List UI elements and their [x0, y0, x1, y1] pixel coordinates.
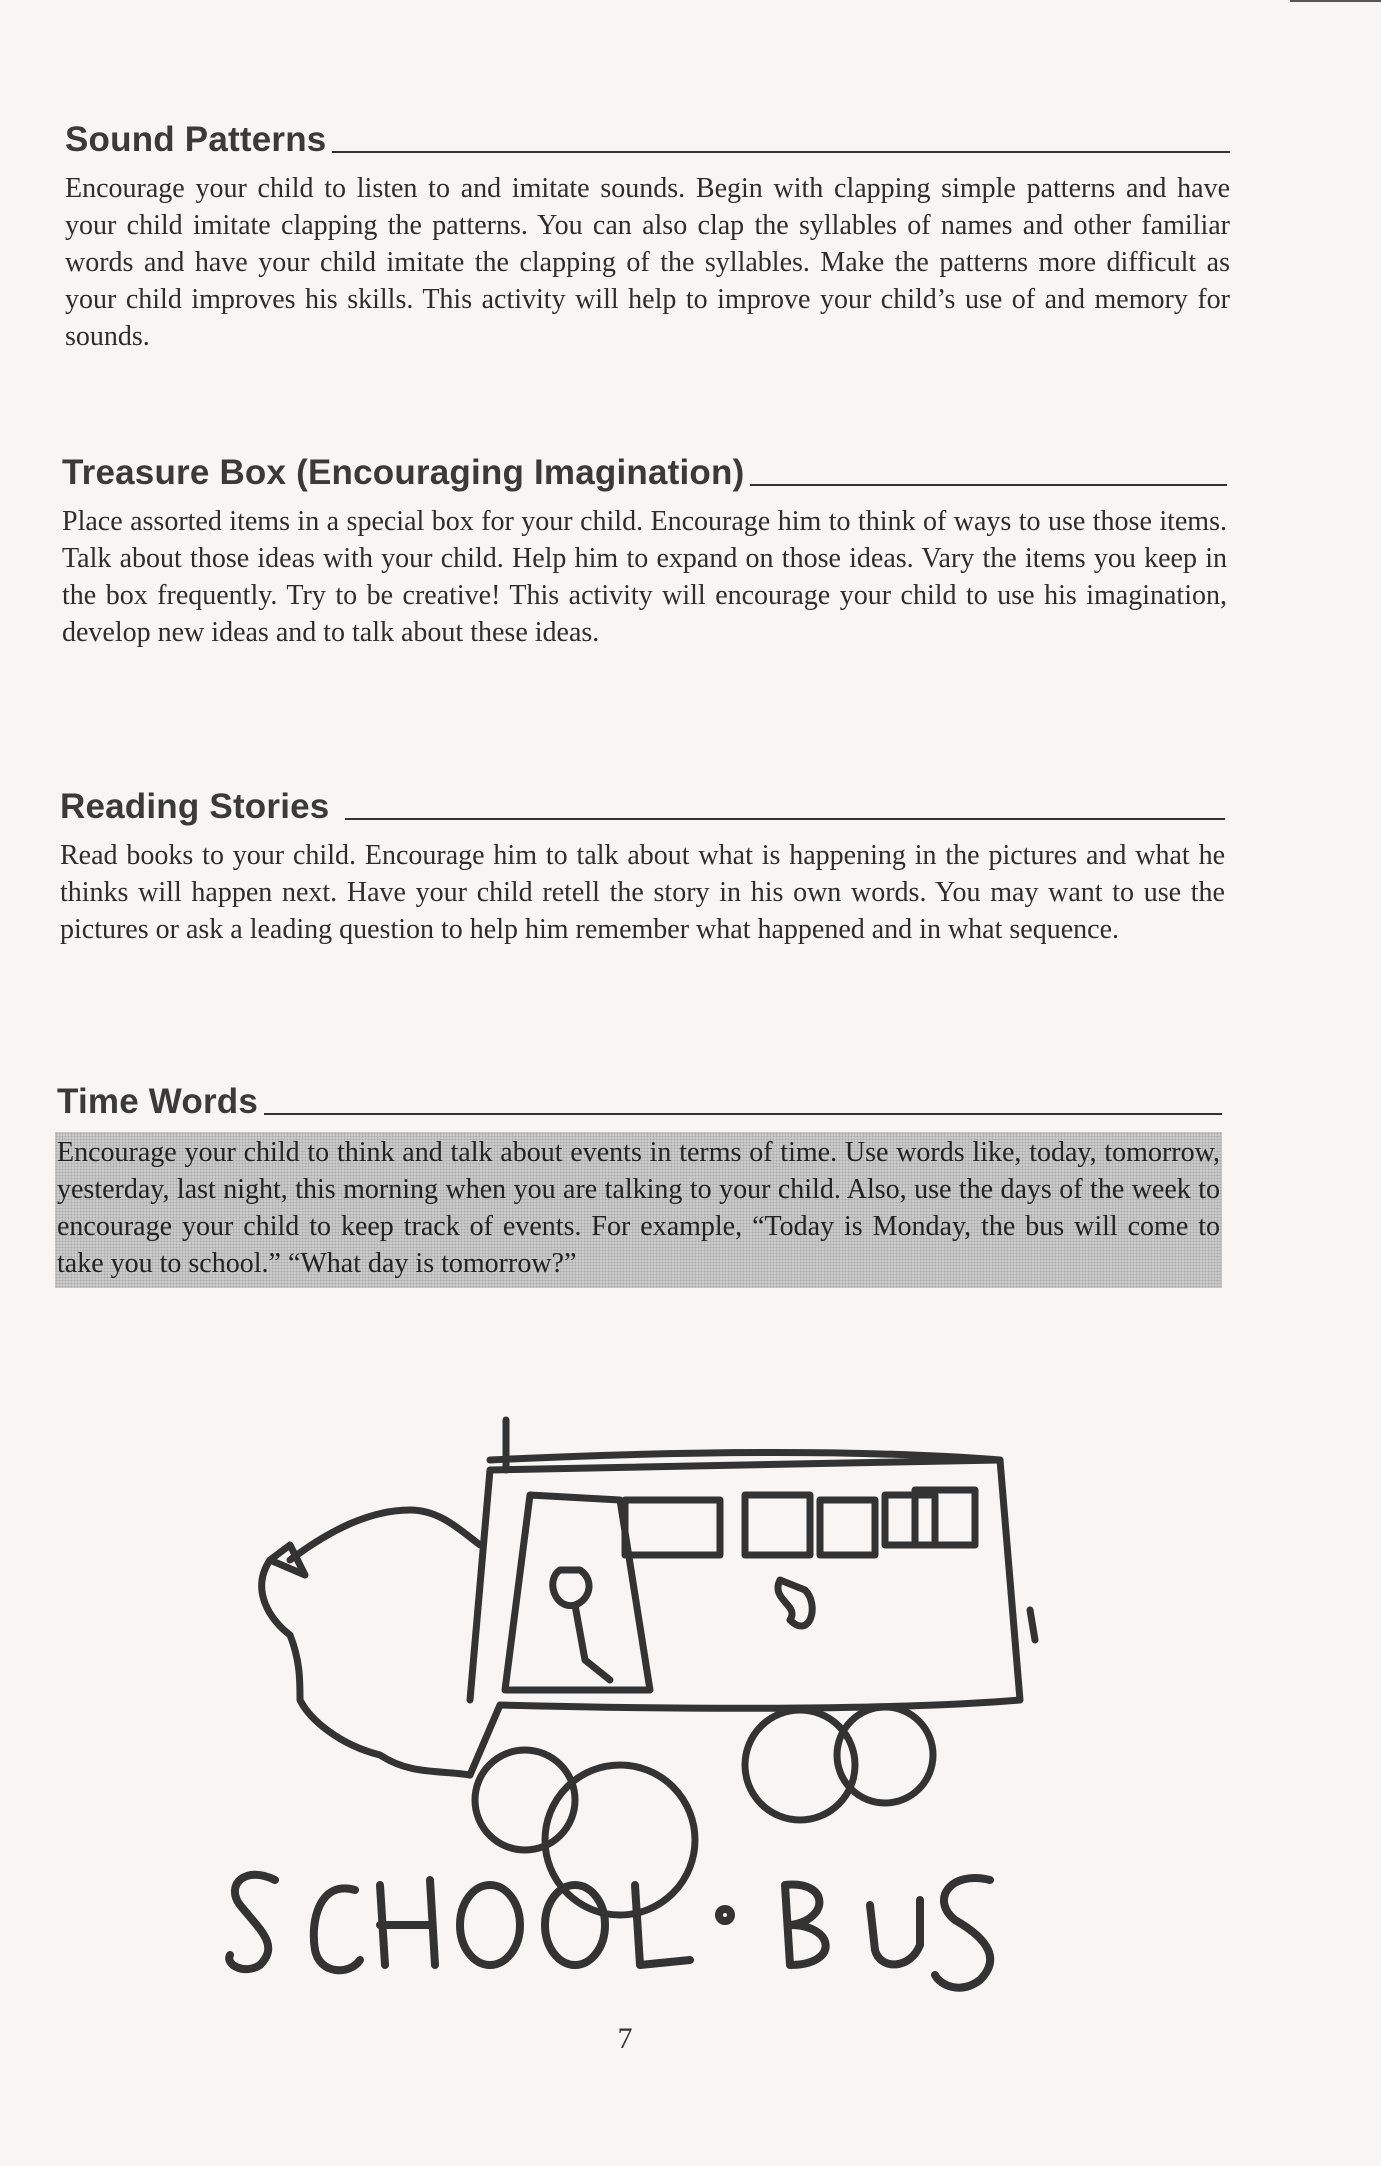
bus-front [262, 1560, 470, 1775]
section-body-highlighted: Encourage your child to think and talk about events in terms of time. Use words like, today, tomorrow, yesterday, last night, this morning when you are talking to your child. Also, use the days of the week to encourage your child to keep track of events. For example, “Today is Monday, the bus will come to take you to school.” “What day is tomorrow?” [55, 1132, 1222, 1288]
section-heading: Sound Patterns [65, 120, 327, 159]
bus-window [745, 1495, 810, 1555]
page-number: 7 [617, 2022, 633, 2055]
bus-light [778, 1580, 812, 1626]
section-heading: Time Words [57, 1082, 259, 1121]
bus-window [820, 1500, 875, 1555]
bus-back-mark [1030, 1610, 1035, 1640]
section-body: Encourage your child to listen to and imitate sounds. Begin with clapping simple patterns and have your child imitate clapping the patterns. You can also clap the syllables of names and other familiar words and have your child imitate the clapping of the syllables. Make the patterns more difficult as your child improves his skills. This activity will help to improve your child’s use of and memory for sounds. [65, 173, 1230, 352]
section-heading: Treasure Box (Encouraging Imagination) [62, 453, 745, 492]
bus-driver [553, 1570, 610, 1680]
bus-wheel [545, 1765, 695, 1915]
bus-roof [490, 1453, 1000, 1461]
school-bus-caption [229, 1875, 990, 1988]
bus-window [625, 1500, 720, 1555]
section-body: Place assorted items in a special box for your child. Encourage him to think of ways to use those items. Talk about those ideas with your child. Help him to expand on those ideas. Vary the items you keep in the box frequently. Try to be creative! This activity will encourage your child to use his imagination, develop new ideas and to talk about these ideas. [62, 506, 1227, 648]
bus-window [885, 1495, 935, 1545]
bus-hood [290, 1510, 480, 1560]
section-heading: Reading Stories [60, 787, 330, 826]
section-body: Read books to your child. Encourage him to talk about what is happening in the pictures and what he thinks will happen next. Have your child retell the story in his own words. You may want to use the pictures or ask a leading question to help him remember what happened and in what sequence. [60, 840, 1225, 945]
